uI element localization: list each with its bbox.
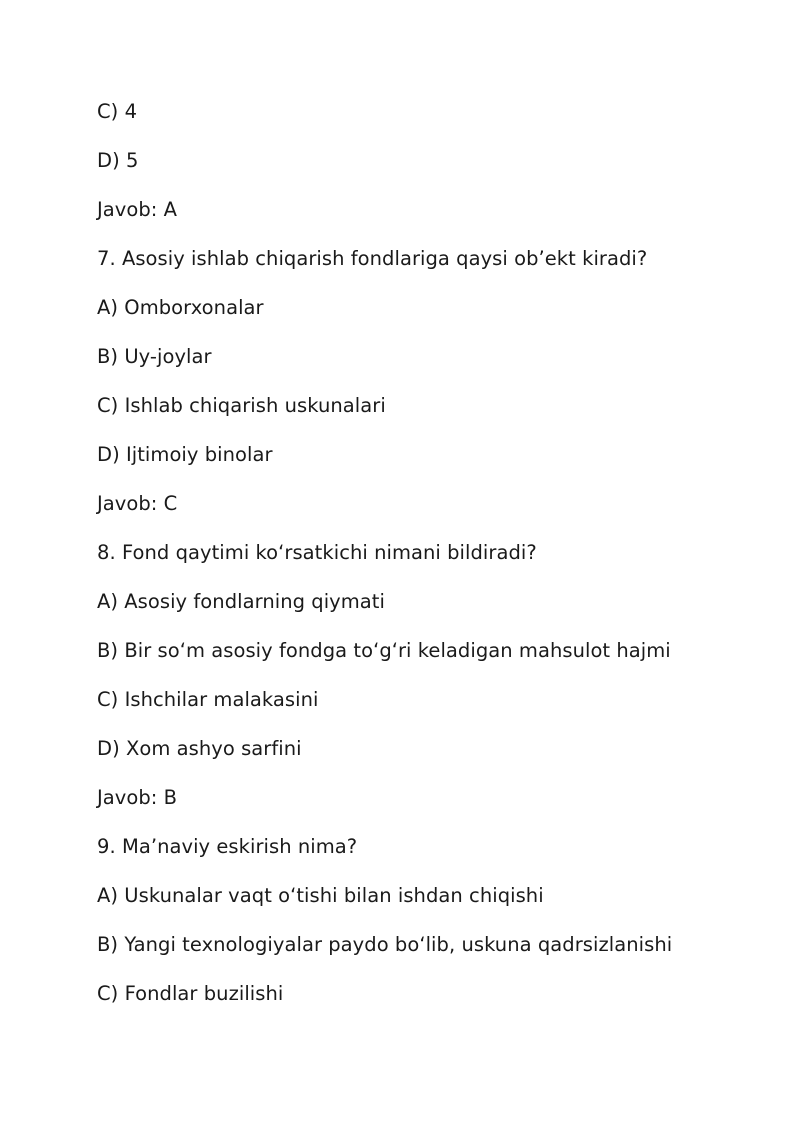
question-8: 8. Fond qaytimi ko‘rsatkichi nimani bildiradi? <box>97 541 537 564</box>
question-7: 7. Asosiy ishlab chiqarish fondlariga qaysi ob’ekt kiradi? <box>97 247 648 270</box>
answer-key-q6: Javob: A <box>97 198 178 221</box>
q7-option-a: A) Omborxonalar <box>97 296 264 319</box>
q8-option-a: A) Asosiy fondlarning qiymati <box>97 590 385 613</box>
q8-option-b: B) Bir so‘m asosiy fondga to‘g‘ri keladigan mahsulot hajmi <box>97 639 671 662</box>
q8-option-c: C) Ishchilar malakasini <box>97 688 319 711</box>
question-9: 9. Ma’naviy eskirish nima? <box>97 835 358 858</box>
question-list <box>97 97 757 1028</box>
q9-option-a: A) Uskunalar vaqt o‘tishi bilan ishdan chiqishi <box>97 884 544 907</box>
answer-key-q8: Javob: B <box>97 786 178 809</box>
q8-option-d: D) Xom ashyo sarfini <box>97 737 302 760</box>
q7-option-b: B) Uy-joylar <box>97 345 212 368</box>
answer-key-q7: Javob: C <box>97 492 178 515</box>
q9-option-c: C) Fondlar buzilishi <box>97 982 284 1005</box>
answer-option-c-4: C) 4 <box>97 100 138 123</box>
q7-option-d: D) Ijtimoiy binolar <box>97 443 273 466</box>
q9-option-b: B) Yangi texnologiyalar paydo bo‘lib, uskuna qadrsizlanishi <box>97 933 673 956</box>
answer-option-d-5: D) 5 <box>97 149 139 172</box>
q7-option-c: C) Ishlab chiqarish uskunalari <box>97 394 386 417</box>
